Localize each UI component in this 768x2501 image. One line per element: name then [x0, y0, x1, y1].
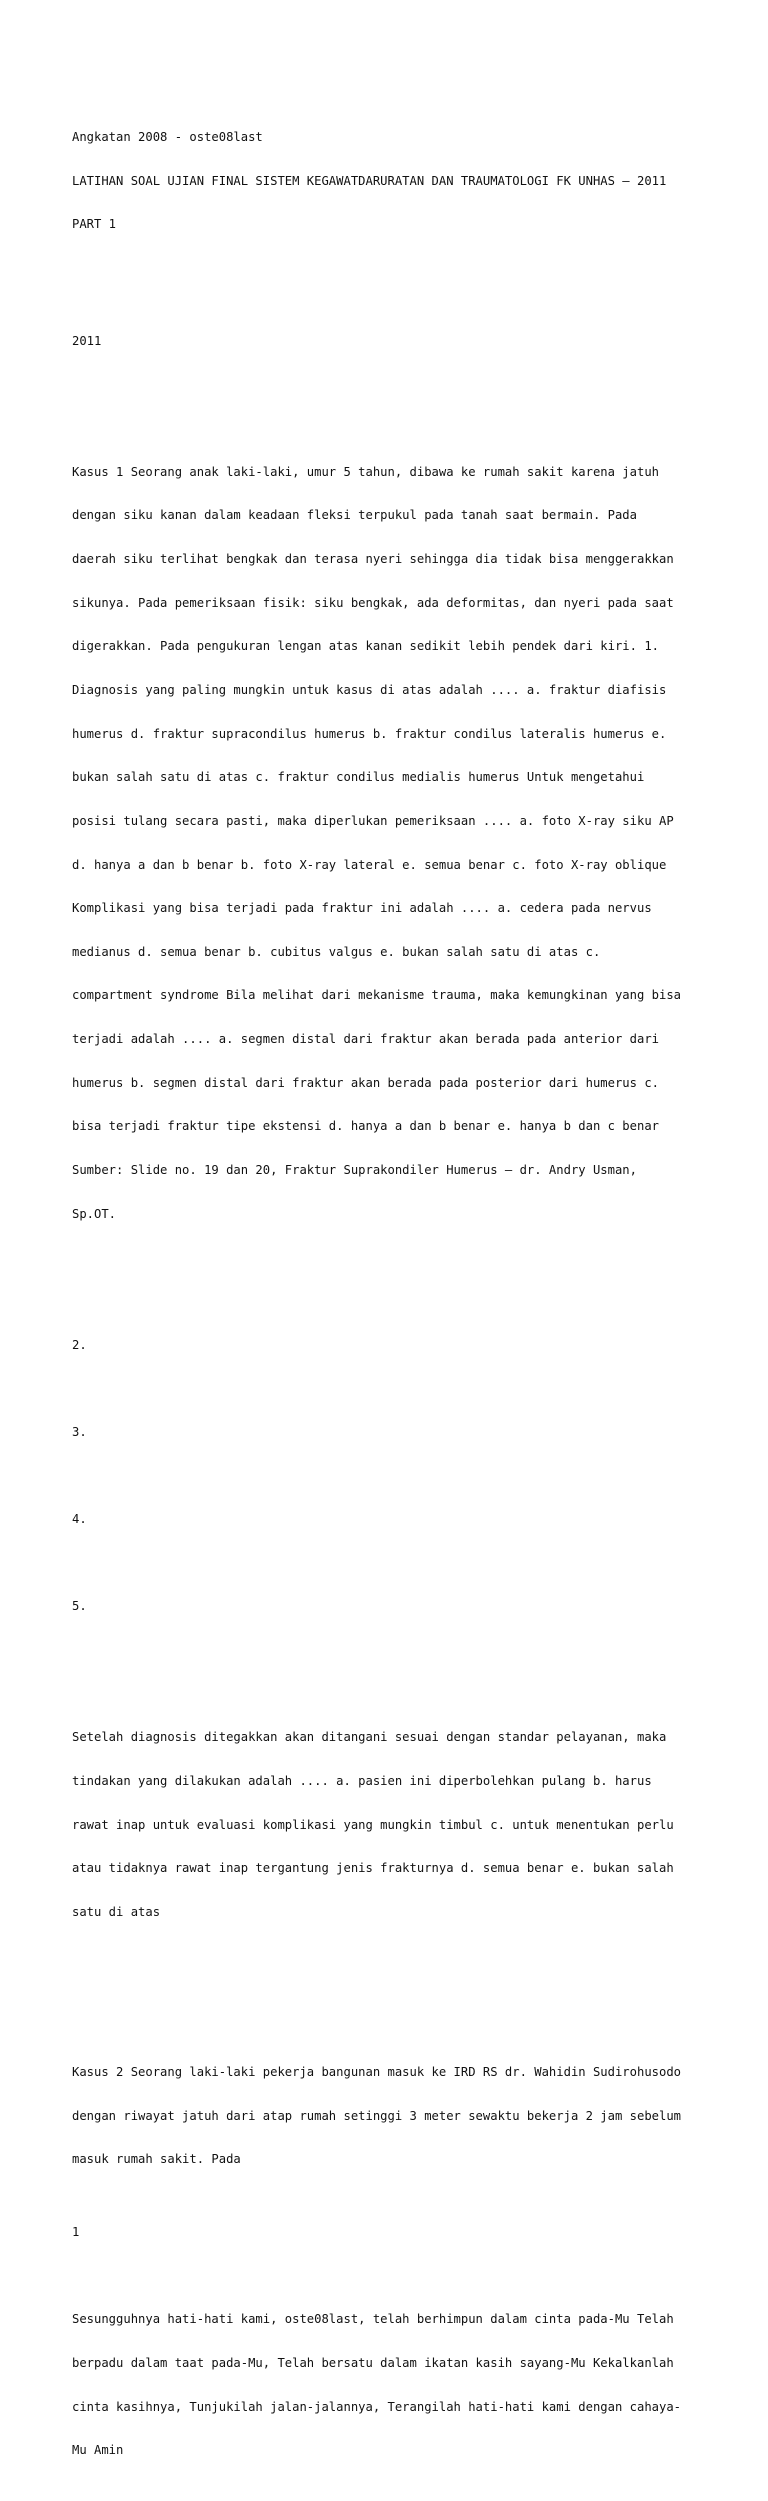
document-header [72, 101, 712, 261]
spacer [72, 1469, 712, 1484]
paragraph-line: humerus b. segmen distal dari fraktur akan berada pada posterior dari humerus c. [72, 1075, 659, 1090]
question-number-4: 4. [72, 1512, 87, 1527]
paragraph-line: rawat inap untuk evaluasi komplikasi yang mungkin timbul c. untuk menentukan perlu [72, 1817, 674, 1832]
spacer [72, 1279, 712, 1294]
paragraph-line: tindakan yang dilakukan adalah .... a. pasien ini diperbolehkan pulang b. harus [72, 1773, 652, 1788]
spacer [72, 1978, 712, 1993]
document-page [72, 72, 712, 2501]
paragraph-line: masuk rumah sakit. Pada [72, 2152, 241, 2167]
paragraph-line: terjadi adalah .... a. segmen distal dari fraktur akan berada pada anterior dari [72, 1032, 659, 1047]
header-part-line: PART 1 [72, 217, 117, 232]
paragraph-line: satu di atas [72, 1904, 161, 1919]
treatment-paragraph [72, 1701, 712, 1948]
paragraph-line: daerah siku terlihat bengkak dan terasa nyeri sehingga dia tidak bisa menggerakkan [72, 552, 674, 567]
page-number: 1 [72, 2224, 80, 2239]
paragraph-line: digerakkan. Pada pengukuran lengan atas kanan sedikit lebih pendek dari kiri. 1. [72, 639, 659, 654]
case-2-paragraph [72, 2036, 712, 2196]
question-number-2: 2. [72, 1337, 87, 1352]
paragraph-line: berpadu dalam taat pada-Mu, Telah bersatu dalam ikatan kasih sayang-Mu Kekalkanlah [72, 2355, 674, 2370]
header-batch-line: Angkatan 2008 - oste08last [72, 130, 263, 145]
paragraph-line: Diagnosis yang paling mungkin untuk kasus di atas adalah .... a. fraktur diafisis [72, 682, 667, 697]
year-line: 2011 [72, 333, 102, 348]
paragraph-line: dengan siku kanan dalam keadaan fleksi terpukul pada tanah saat bermain. Pada [72, 508, 637, 523]
spacer [72, 290, 712, 305]
spacer [72, 1556, 712, 1571]
paragraph-line: medianus d. semua benar b. cubitus valgus e. bukan salah satu di atas c. [72, 944, 601, 959]
paragraph-line: cinta kasihnya, Tunjukilah jalan-jalannya, Terangilah hati-hati kami dengan cahaya- [72, 2399, 682, 2414]
case-1-paragraph [72, 436, 712, 1251]
paragraph-line: Sp.OT. [72, 1206, 117, 1221]
paragraph-line: atau tidaknya rawat inap tergantung jenis frakturnya d. semua benar e. bukan salah [72, 1861, 674, 1876]
header-title-line: LATIHAN SOAL UJIAN FINAL SISTEM KEGAWATDARURATAN DAN TRAUMATOLOGI FK UNHAS – 2011 [72, 173, 667, 188]
paragraph-line: bisa terjadi fraktur tipe ekstensi d. hanya a dan b benar e. hanya b dan c benar [72, 1119, 659, 1134]
spacer [72, 1381, 712, 1396]
paragraph-line: Setelah diagnosis ditegakkan akan ditangani sesuai dengan standar pelayanan, maka [72, 1730, 667, 1745]
spacer [72, 377, 712, 392]
spacer [72, 1643, 712, 1658]
paragraph-line: d. hanya a dan b benar b. foto X-ray lateral e. semua benar c. foto X-ray oblique [72, 857, 667, 872]
paragraph-line: dengan riwayat jatuh dari atap rumah setinggi 3 meter sewaktu bekerja 2 jam sebelum [72, 2108, 682, 2123]
paragraph-line: Sumber: Slide no. 19 dan 20, Fraktur Suprakondiler Humerus – dr. Andry Usman, [72, 1163, 637, 1178]
paragraph-line: Kasus 2 Seorang laki-laki pekerja bangunan masuk ke IRD RS dr. Wahidin Sudirohusodo [72, 2064, 682, 2079]
paragraph-line: sikunya. Pada pemeriksaan fisik: siku bengkak, ada deformitas, dan nyeri pada saat [72, 595, 674, 610]
paragraph-line: Komplikasi yang bisa terjadi pada fraktur ini adalah .... a. cedera pada nervus [72, 901, 652, 916]
paragraph-line: posisi tulang secara pasti, maka diperlukan pemeriksaan .... a. foto X-ray siku AP [72, 813, 674, 828]
paragraph-line: Mu Amin [72, 2443, 124, 2458]
paragraph-line: humerus d. fraktur supracondilus humerus b. fraktur condilus lateralis humerus e. [72, 726, 667, 741]
closing-paragraph [72, 2283, 712, 2487]
paragraph-line: Kasus 1 Seorang anak laki-laki, umur 5 tahun, dibawa ke rumah sakit karena jatuh [72, 464, 659, 479]
question-number-5: 5. [72, 1599, 87, 1614]
question-number-3: 3. [72, 1424, 87, 1439]
paragraph-line: Sesungguhnya hati-hati kami, oste08last, telah berhimpun dalam cinta pada-Mu Telah [72, 2312, 674, 2327]
paragraph-line: bukan salah satu di atas c. fraktur condilus medialis humerus Untuk mengetahui [72, 770, 645, 785]
paragraph-line: compartment syndrome Bila melihat dari mekanisme trauma, maka kemungkinan yang bisa [72, 988, 682, 1003]
